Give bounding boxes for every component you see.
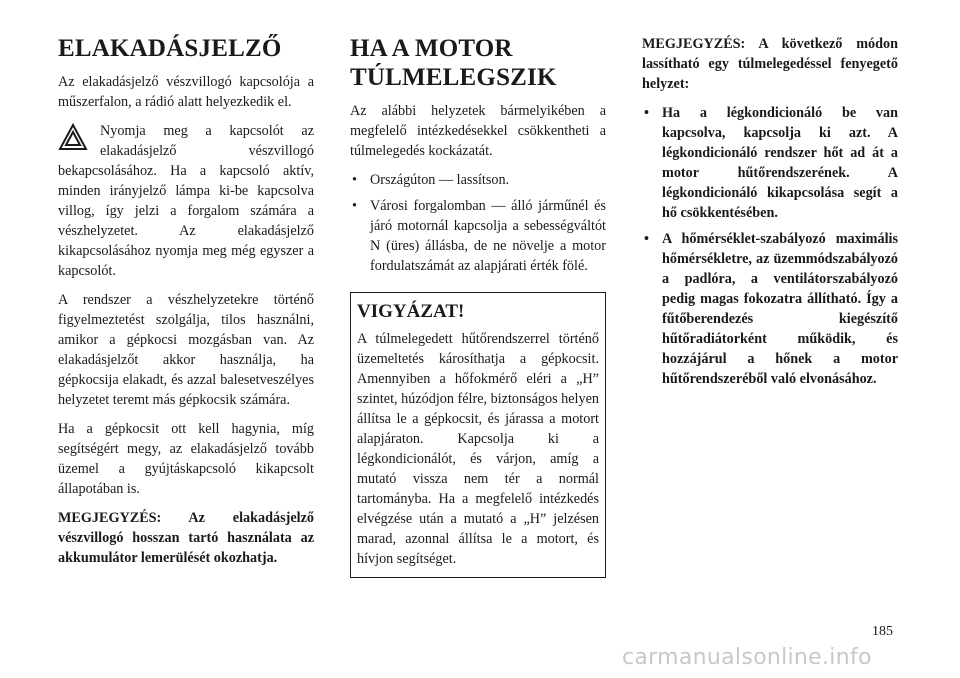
overheat-list bbox=[350, 170, 606, 276]
caution-box bbox=[350, 292, 606, 578]
overheat-intro: Az alábbi helyzetek bármelyikében a megfelelő intézkedésekkel csökkentheti a túlmelegedés kockázatát. bbox=[350, 103, 606, 159]
hazard-warning-paragraph bbox=[58, 121, 314, 281]
heading-overheat: HA A MOTOR TÚLMELEGSZIK bbox=[350, 35, 557, 91]
bullet: • bbox=[352, 172, 357, 188]
column-hazard bbox=[58, 34, 314, 577]
hazard-leave-text: Ha a gépkocsit ott kell hagynia, míg segítségért megy, az elakadásjelző tovább üzemel a gyújtáskapcsoló kikapcsolt állapotában is. bbox=[58, 421, 314, 497]
bullet: • bbox=[352, 198, 357, 214]
list-item: • Ha a légkondicionáló be van kapcsolva, kapcsolja ki azt. A légkondicionáló rendszer hőt ad át a motor hűtőrendszerének. A légkondicionáló kikapcsolása segít a hő csökkentésében. bbox=[644, 105, 898, 221]
hazard-note: MEGJEGYZÉS: Az elakadásjelző vészvillogó hosszan tartó használata az akkumulátor lemerülését okozhatja. bbox=[58, 510, 314, 566]
caution-text: A túlmelegedett hűtőrendszerrel történő üzemeltetés károsíthatja a gépkocsit. Amennyiben a hőfokmérő eléri a „H” szintet, húzódjon félre, biztonságos helyen állítsa le a gépkocsit, és járassa a motort alapjáraton. Kapcsolja ki a légkondicionálót, és várjon, amíg a mutató vissza nem tér a normál tartományba. Ha a megfelelő intézkedés elvégzése után a mutató a „H” jelzésen marad, azonnal állítsa le a motort, és hívjon segítséget. bbox=[357, 331, 599, 567]
column-note bbox=[642, 34, 898, 398]
bullet: • bbox=[644, 105, 649, 121]
overheat-note: MEGJEGYZÉS: A következő módon lassítható egy túlmelegedéssel fenyegető helyzet: bbox=[642, 36, 898, 92]
watermark: carmanualsonline.info bbox=[622, 645, 872, 670]
list-item: • Országúton — lassítson. bbox=[352, 172, 510, 188]
list-item: • A hőmérséklet-szabályozó maximális hőmérsékletre, az üzemmódszabályozó a padlóra, a ventilátorszabályozó pedig magas fokozatra állítható. Így a fűtőberendezés kiegészítő hűtőradiátorként működik, és hozzájárul a hőnek a motor hűtőrendszeréből való elvonásához. bbox=[644, 231, 898, 387]
column-overheat bbox=[350, 34, 606, 578]
list-item: • Városi forgalomban — álló járműnél és járó motornál kapcsolja a sebességváltót N (üres) állásba, de ne növelje a motor fordulatszámát az alapjárati érték fölé. bbox=[352, 198, 606, 274]
hazard-usage-text: A rendszer a vészhelyzetekre történő figyelmeztetést szolgálja, tilos használni, amikor a gépkocsi mozgásban van. Az elakadásjelzőt akkor használja, ha gépkocsija elakadt, és azzal balesetveszélyes helyzetet teremt más gépkocsik számára. bbox=[58, 292, 314, 408]
hazard-location-text: Az elakadásjelző vészvillogó kapcsolója a műszerfalon, a rádió alatt helyezkedik el. bbox=[58, 74, 314, 110]
bullet: • bbox=[644, 231, 649, 247]
page-number: 185 bbox=[872, 624, 893, 639]
caution-title: VIGYÁZAT! bbox=[357, 301, 465, 322]
hazard-warning-text: Nyomja meg a kapcsolót az elakadásjelző vészvillogó bekapcsolásához. Ha a kapcsoló aktív, minden irányjelző lámpa ki-be kapcsolva villog, így jelzi a forgalom számára a vészhelyzetet. Az elakadásjelző kikapcsolásához nyomja meg még egyszer a kapcsolót. bbox=[58, 123, 314, 279]
heading-hazard: ELAKADÁSJELZŐ bbox=[58, 35, 282, 62]
warning-triangle-icon bbox=[58, 123, 88, 151]
note-list bbox=[642, 103, 898, 389]
